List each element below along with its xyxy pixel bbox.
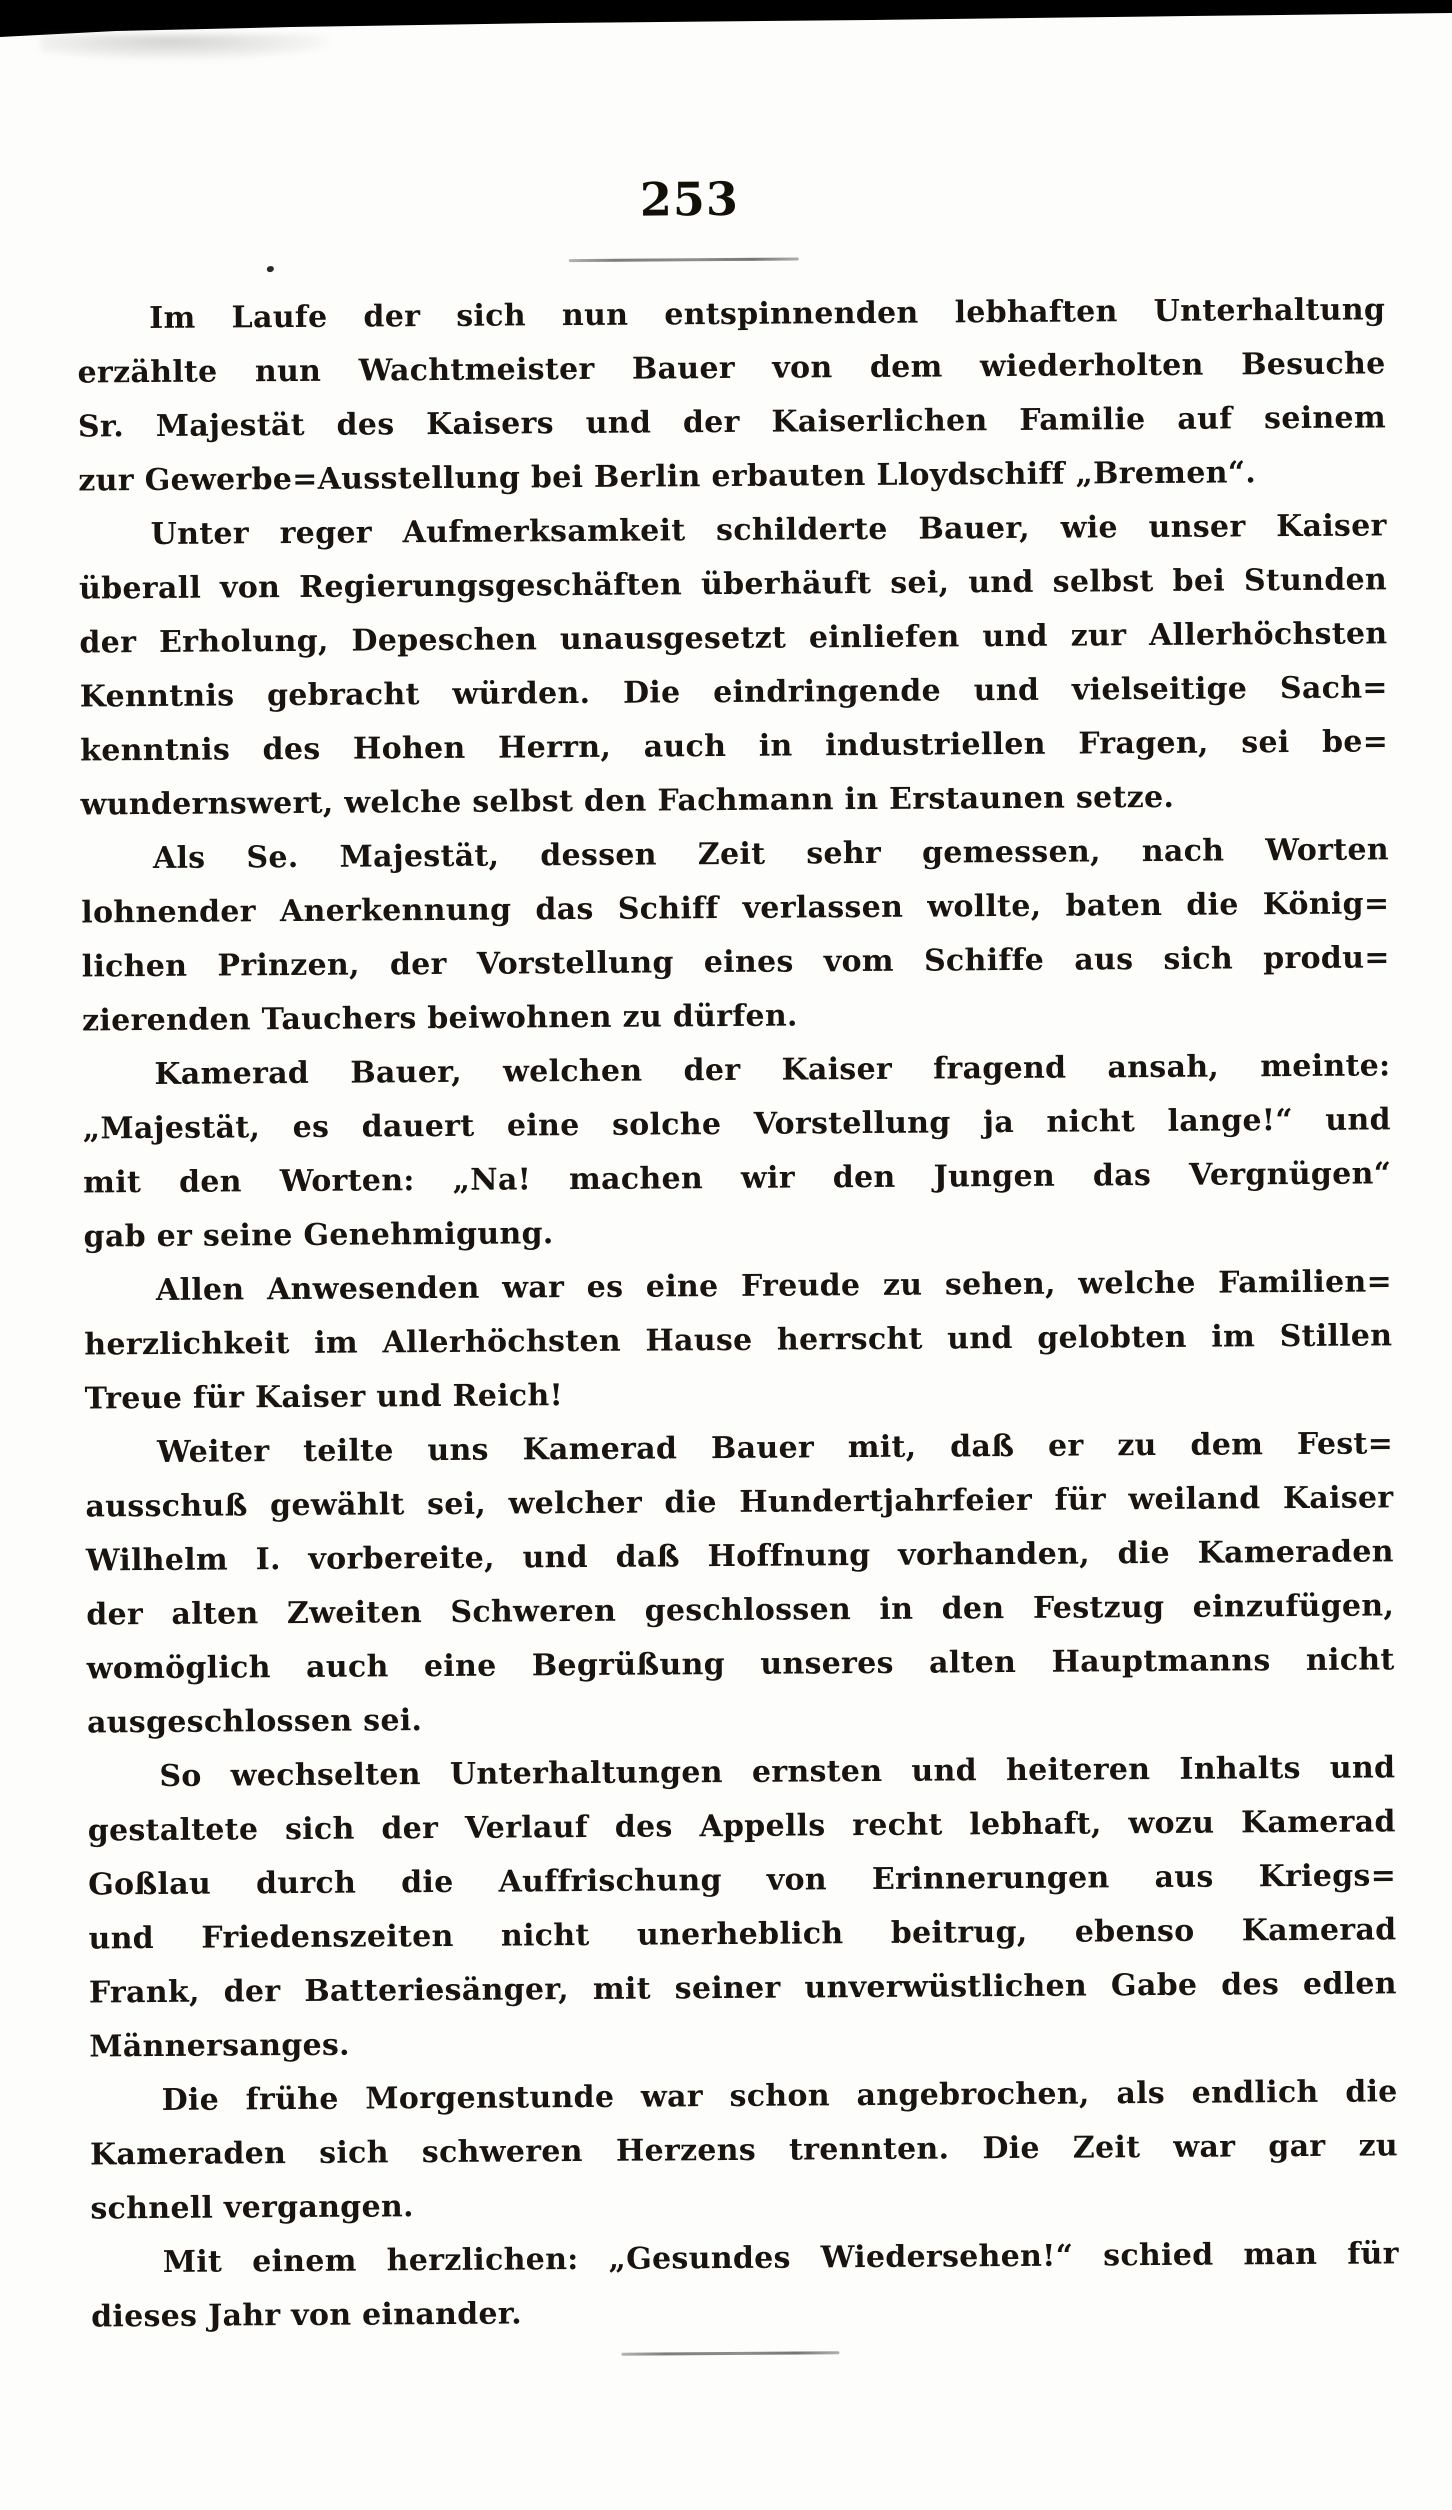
paragraph [82, 1039, 1391, 1264]
text-line: Mit einem herzlichen: „Gesundes Wiedersehen!“ schied man für [162, 2236, 1399, 2280]
text-line: Im Laufe der sich nun entspinnenden lebhaften Unterhaltung [149, 292, 1386, 337]
text-line: ausgeschlossen sei. [86, 1703, 423, 1741]
text-line: Kamerad Bauer, welchen der Kaiser fragend ansah, meinte: [154, 1048, 1391, 1092]
text-line: Unter reger Aufmerksamkeit schilderte Bauer, wie unser Kaiser [150, 508, 1387, 553]
page-number: 253 [639, 171, 740, 227]
text-line: und Friedenszeiten nicht unerheblich beitrug, ebenso Kamerad [88, 1912, 1397, 1957]
text-line: Treue für Kaiser und Reich! [84, 1378, 564, 1417]
text-line: ausschuß gewählt sei, welcher die Hundertjahrfeier für weiland Kaiser [85, 1480, 1394, 1525]
text-line: gab er seine Genehmigung. [83, 1216, 554, 1255]
paragraph [77, 283, 1386, 508]
text-line: mit den Worten: „Na! machen wir den Jungen das Vergnügen“ [83, 1156, 1392, 1201]
text-line: Allen Anwesenden war es eine Freude zu sehen, welche Familien= [155, 1264, 1393, 1308]
text-line: Kameraden sich schweren Herzens trennten. Die Zeit war gar zu [89, 2128, 1399, 2173]
text-line: „Majestät, es dauert eine solche Vorstellung ja nicht lange!“ und [82, 1102, 1391, 1147]
paragraph [81, 823, 1390, 1048]
text-line: dieses Jahr von einander. [91, 2296, 523, 2335]
ink-speck [267, 266, 274, 272]
text-line: überall von Regierungsgeschäften überhäuft sei, und selbst bei Stunden [78, 562, 1388, 607]
text-line: kenntnis des Hohen Herrn, auch in industriellen Fragen, sei be= [80, 724, 1389, 769]
text-line: gestaltete sich der Verlauf des Appells recht lebhaft, wozu Kamerad [87, 1804, 1396, 1849]
text-line: erzählte nun Wachtmeister Bauer von dem wiederholten Besuche [77, 346, 1386, 391]
text-line: schnell vergangen. [90, 2189, 414, 2227]
text-line: zur Gewerbe=Ausstellung bei Berlin erbauten Lloydschiff „Bremen“. [78, 455, 1257, 499]
text-line: Kenntnis gebracht würden. Die eindringende und vielseitige Sach= [79, 670, 1388, 715]
page-number-rule [569, 257, 799, 262]
text-line: Sr. Majestät des Kaisers und der Kaiserlichen Familie auf seinem [77, 400, 1387, 445]
text-line: der alten Zweiten Schweren geschlossen in den Festzug einzufügen, [86, 1588, 1395, 1633]
text-line: Frank, der Batteriesänger, mit seiner unverwüstlichen Gabe des edlen [88, 1966, 1397, 2011]
text-line: wundernswert, welche selbst den Fachmann in Erstaunen setze. [80, 779, 1175, 823]
paragraph [89, 2065, 1398, 2236]
text-line: Wilhelm I. vorbereite, und daß Hoffnung vorhanden, die Kameraden [85, 1534, 1394, 1579]
text-line: Männersanges. [89, 2027, 350, 2065]
paragraph [85, 1417, 1395, 1750]
text-line: lohnender Anerkennung das Schiff verlassen wollte, baten die König= [81, 886, 1390, 931]
paragraph [91, 2227, 1400, 2344]
text-line: Goßlau durch die Auffrischung von Erinnerungen aus Kriegs= [88, 1858, 1397, 1903]
text-line: der Erholung, Depeschen unausgesetzt einliefen und zur Allerhöchsten [79, 616, 1388, 661]
text-line: zierenden Tauchers beiwohnen zu dürfen. [81, 998, 798, 1039]
paragraph [84, 1255, 1393, 1426]
paragraph [87, 1741, 1397, 2074]
text-line: Als Se. Majestät, dessen Zeit sehr gemessen, nach Worten [152, 832, 1390, 876]
text-line: Die frühe Morgenstunde war schon angebrochen, als endlich die [161, 2074, 1398, 2118]
text-line: So wechselten Unterhaltungen ernsten und heiteren Inhalts und [159, 1750, 1396, 1794]
text-line: herzlichkeit im Allerhöchsten Hause herrscht und gelobten im Stillen [84, 1318, 1393, 1363]
text-line: womöglich auch eine Begrüßung unseres alten Hauptmanns nicht [86, 1642, 1395, 1687]
body-text [77, 283, 1399, 2344]
text-line: Weiter teilte uns Kamerad Bauer mit, daß er zu dem Fest= [156, 1426, 1394, 1470]
text-line: lichen Prinzen, der Vorstellung eines vom Schiffe aus sich produ= [81, 940, 1390, 985]
paragraph [79, 499, 1389, 832]
section-end-rule [621, 2351, 839, 2356]
